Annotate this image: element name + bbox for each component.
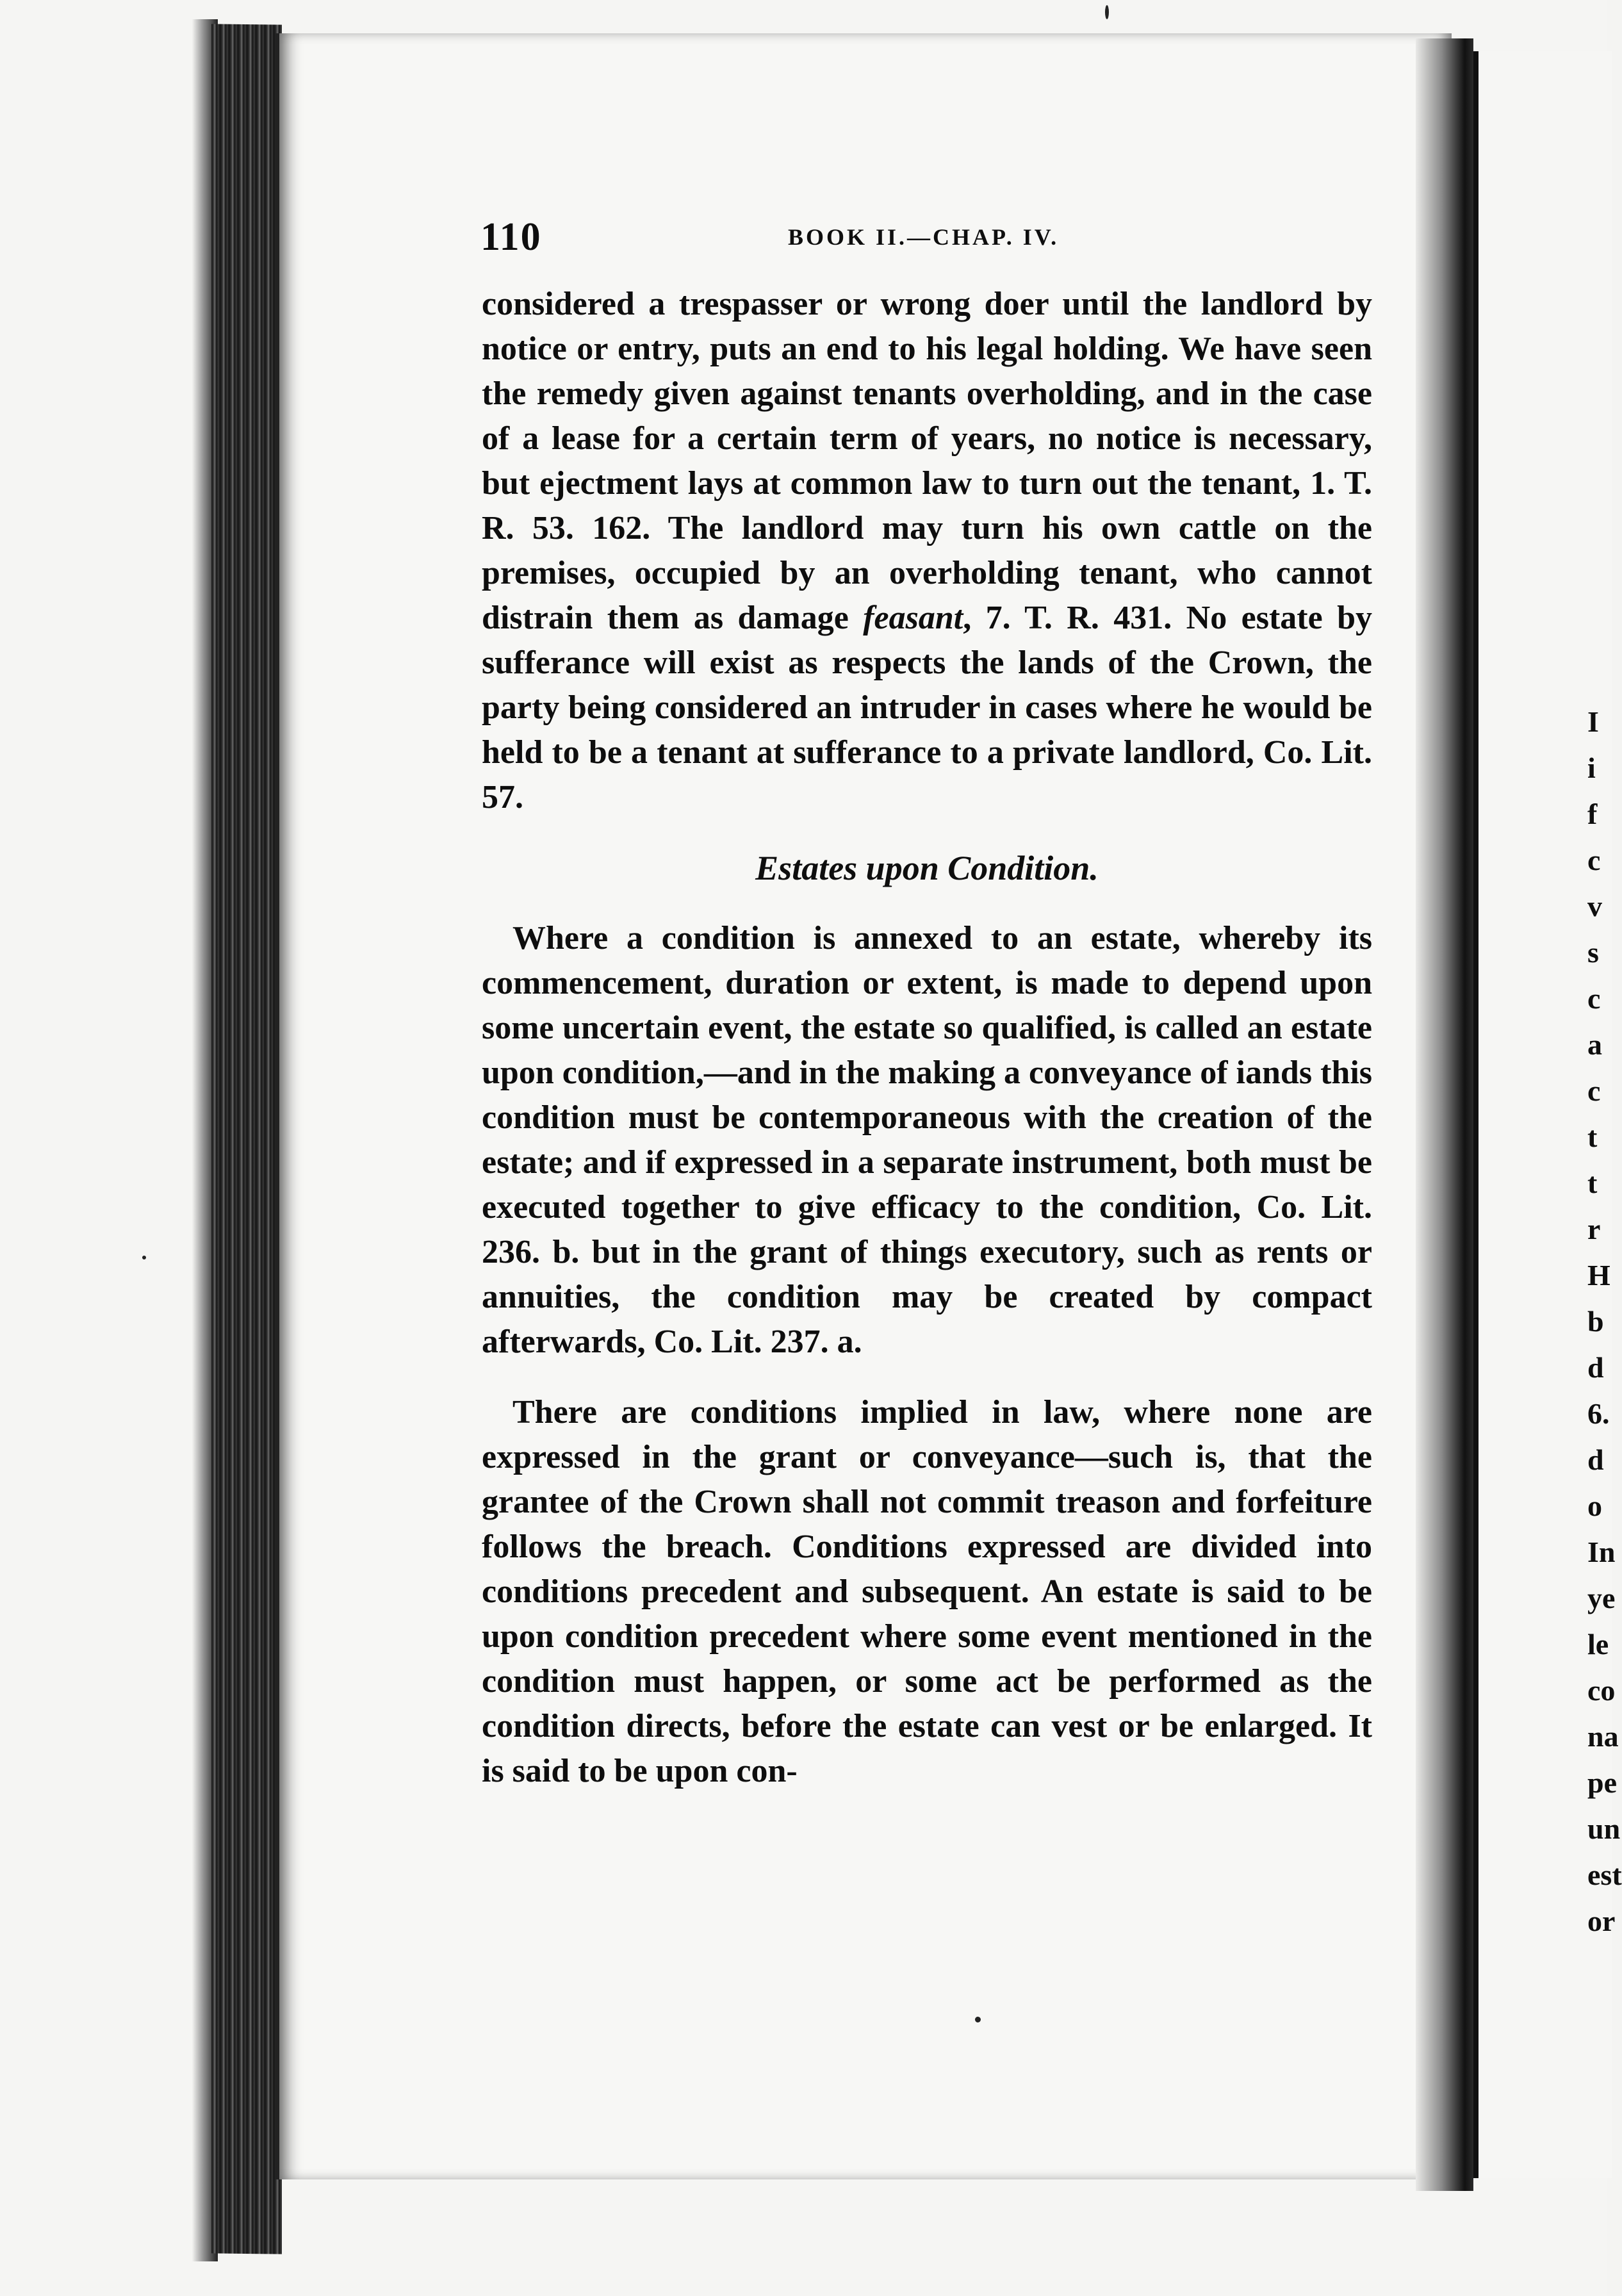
facing-page-fragment: a: [1587, 1028, 1602, 1061]
facing-page-fragment: r: [1587, 1213, 1601, 1245]
facing-page-fragment: t: [1587, 1167, 1598, 1199]
facing-page-fragment: c: [1587, 982, 1601, 1015]
facing-page-fragment: or: [1587, 1905, 1616, 1937]
scan-speck: [142, 1256, 146, 1259]
facing-page-fragment: c: [1587, 1074, 1601, 1107]
facing-page-fragment: d: [1587, 1443, 1604, 1476]
facing-page-fragment: le: [1587, 1628, 1609, 1660]
facing-page-fragment: In: [1587, 1536, 1616, 1568]
paragraph-2: Where a condition is annexed to an estate, whereby its commencement, duration or extent, is made to depend upon some uncertain event, the estate so qualified, is called an estate upon condition,—and in the making a conveyance of iands this condition must be contemporaneous with the creation of the estate; and if expressed in a separate instrument, both must be executed together to give efficacy to the condition, Co. Lit. 236. b. but in the grant of things executory, such as rents or annuities, the condition may be created by compact afterwards, Co. Lit. 237. a.: [482, 920, 1372, 1360]
facing-page-fragment: H: [1587, 1259, 1610, 1292]
facing-page-fragment: est: [1587, 1858, 1622, 1891]
facing-page-fragment: o: [1587, 1489, 1602, 1522]
facing-page-fragment: v: [1587, 890, 1602, 922]
paragraph-1-end: , 7. T. R. 431. No estate by sufferance will exist as respects the lands of the Crown, the party being considered an intruder in cases where he would be held to be a tenant at sufferance to a private landlord, Co. Lit. 57.: [482, 600, 1372, 816]
page-body: [482, 282, 1372, 1794]
facing-page-fragment: c: [1587, 844, 1601, 876]
gutter-shadow: [1416, 38, 1473, 2191]
paragraph-1-text: considered a trespasser or wrong doer until the landlord by notice or entry, puts an end to his legal holding. We have seen the remedy given against tenants overholding, and in the case of a lease for a certain term of years, no notice is necessary, but ejectment lays at common law to turn out the tenant, 1. T. R. 53. 162. The landlord may turn his own cattle on the premises, occupied by an overholding tenant, who cannot distrain them as damage: [482, 286, 1372, 636]
facing-page-fragment: i: [1587, 751, 1596, 784]
facing-page-fragment: un: [1587, 1812, 1621, 1845]
section-heading: Estates upon Condition.: [755, 849, 1099, 887]
page-number: 110: [480, 215, 542, 259]
facing-page-fragment: f: [1587, 798, 1598, 830]
page-header: [480, 215, 1377, 259]
facing-page-fragment: s: [1587, 936, 1599, 969]
paragraph-1-italic: feasant: [863, 600, 963, 636]
facing-page-fragment: t: [1587, 1120, 1598, 1153]
facing-page-fragment: pe: [1587, 1766, 1617, 1799]
facing-page-fragment: co: [1587, 1674, 1616, 1707]
facing-page-fragment: na: [1587, 1720, 1619, 1753]
book-page-edges: [211, 24, 282, 2254]
paragraph-3: There are conditions implied in law, where none are expressed in the grant or conveyance—such is, that the grantee of the Crown shall not commit treason and forfeiture follows the breach. Conditions expressed are divided into conditions precedent and subsequent. An estate is said to be upon condition precedent where some event mentioned in the condition must happen, or some act be performed as the condition directs, before the estate can vest or be enlarged. It is said to be upon con-: [482, 1394, 1372, 1789]
facing-page-fragment: b: [1587, 1305, 1604, 1338]
facing-page-fragment: 6.: [1587, 1397, 1610, 1430]
facing-page-fragment: ye: [1587, 1582, 1616, 1614]
running-head: BOOK II.—CHAP. IV.: [788, 224, 1060, 250]
scan-speck: [975, 2017, 981, 2022]
facing-page-fragment: d: [1587, 1351, 1604, 1384]
scan-speck: [1105, 5, 1109, 19]
paragraph-1: [482, 282, 1372, 820]
facing-page-fragment: I: [1587, 705, 1599, 738]
